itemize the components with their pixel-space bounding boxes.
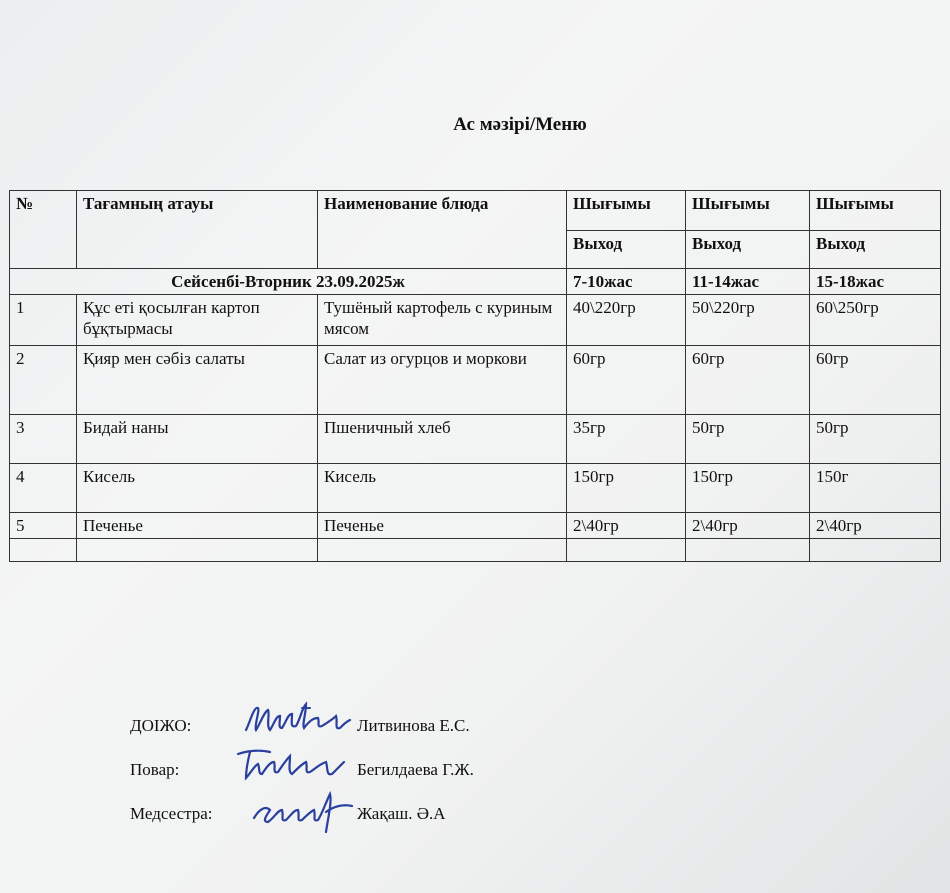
empty-row bbox=[10, 539, 941, 562]
empty-cell bbox=[686, 539, 810, 562]
dish-name-ru: Пшеничный хлеб bbox=[318, 415, 567, 464]
dish-name-ru: Салат из огурцов и моркови bbox=[318, 346, 567, 415]
yield-value: 60\250гр bbox=[810, 295, 941, 346]
signature-name: Литвинова Е.С. bbox=[357, 716, 470, 735]
handwritten-signature bbox=[248, 788, 358, 836]
signature-name: Бегилдаева Г.Ж. bbox=[357, 760, 474, 779]
table-row bbox=[10, 464, 941, 513]
row-number: 2 bbox=[10, 346, 77, 415]
yield-value: 60гр bbox=[686, 346, 810, 415]
handwritten-signature bbox=[240, 700, 355, 744]
table-row bbox=[10, 295, 941, 346]
signature-line bbox=[130, 796, 730, 840]
signature-line bbox=[130, 752, 730, 796]
header-name-ru: Наименование блюда bbox=[318, 191, 567, 269]
signature-name: Жақаш. Ә.А bbox=[357, 804, 446, 823]
header-yield-kz: Шығымы bbox=[686, 191, 810, 231]
yield-value: 50гр bbox=[686, 415, 810, 464]
table-row bbox=[10, 346, 941, 415]
yield-value: 150г bbox=[810, 464, 941, 513]
row-number: 4 bbox=[10, 464, 77, 513]
yield-value: 2\40гр bbox=[810, 513, 941, 539]
table-row bbox=[10, 415, 941, 464]
dish-name-ru: Печенье bbox=[318, 513, 567, 539]
age-group: 15-18жас bbox=[810, 269, 941, 295]
handwritten-signature bbox=[230, 744, 350, 788]
signature-role: Медсестра: bbox=[130, 804, 213, 823]
yield-value: 2\40гр bbox=[686, 513, 810, 539]
header-row bbox=[10, 191, 941, 231]
empty-cell bbox=[567, 539, 686, 562]
yield-value: 60гр bbox=[567, 346, 686, 415]
day-row bbox=[10, 269, 941, 295]
dish-name-kz: Бидай наны bbox=[77, 415, 318, 464]
header-yield-kz: Шығымы bbox=[810, 191, 941, 231]
empty-cell bbox=[810, 539, 941, 562]
empty-cell bbox=[318, 539, 567, 562]
header-yield-kz: Шығымы bbox=[567, 191, 686, 231]
age-group: 7-10жас bbox=[567, 269, 686, 295]
yield-value: 35гр bbox=[567, 415, 686, 464]
dish-name-ru: Тушёный картофель с куриным мясом bbox=[318, 295, 567, 346]
yield-value: 60гр bbox=[810, 346, 941, 415]
row-number: 3 bbox=[10, 415, 77, 464]
signature-line bbox=[130, 708, 730, 752]
day-label: Сейсенбі-Вторник 23.09.2025ж bbox=[10, 269, 567, 295]
dish-name-kz: Құс еті қосылған картоп бұқтырмасы bbox=[77, 295, 318, 346]
page-title: Ас мәзірі/Меню bbox=[453, 114, 587, 135]
header-yield-ru: Выход bbox=[686, 231, 810, 269]
yield-value: 50гр bbox=[810, 415, 941, 464]
row-number: 5 bbox=[10, 513, 77, 539]
dish-name-ru: Кисель bbox=[318, 464, 567, 513]
yield-value: 150гр bbox=[567, 464, 686, 513]
header-yield-ru: Выход bbox=[810, 231, 941, 269]
table-row bbox=[10, 513, 941, 539]
yield-value: 150гр bbox=[686, 464, 810, 513]
row-number: 1 bbox=[10, 295, 77, 346]
yield-value: 2\40гр bbox=[567, 513, 686, 539]
header-number: № bbox=[10, 191, 77, 269]
yield-value: 50\220гр bbox=[686, 295, 810, 346]
header-yield-ru: Выход bbox=[567, 231, 686, 269]
empty-cell bbox=[10, 539, 77, 562]
menu-table bbox=[9, 190, 941, 562]
dish-name-kz: Қияр мен сәбіз салаты bbox=[77, 346, 318, 415]
dish-name-kz: Печенье bbox=[77, 513, 318, 539]
header-name-kz: Тағамның атауы bbox=[77, 191, 318, 269]
signature-role: ДОІЖО: bbox=[130, 716, 192, 735]
dish-name-kz: Кисель bbox=[77, 464, 318, 513]
signature-block bbox=[130, 708, 730, 840]
age-group: 11-14жас bbox=[686, 269, 810, 295]
empty-cell bbox=[77, 539, 318, 562]
yield-value: 40\220гр bbox=[567, 295, 686, 346]
signature-role: Повар: bbox=[130, 760, 180, 779]
